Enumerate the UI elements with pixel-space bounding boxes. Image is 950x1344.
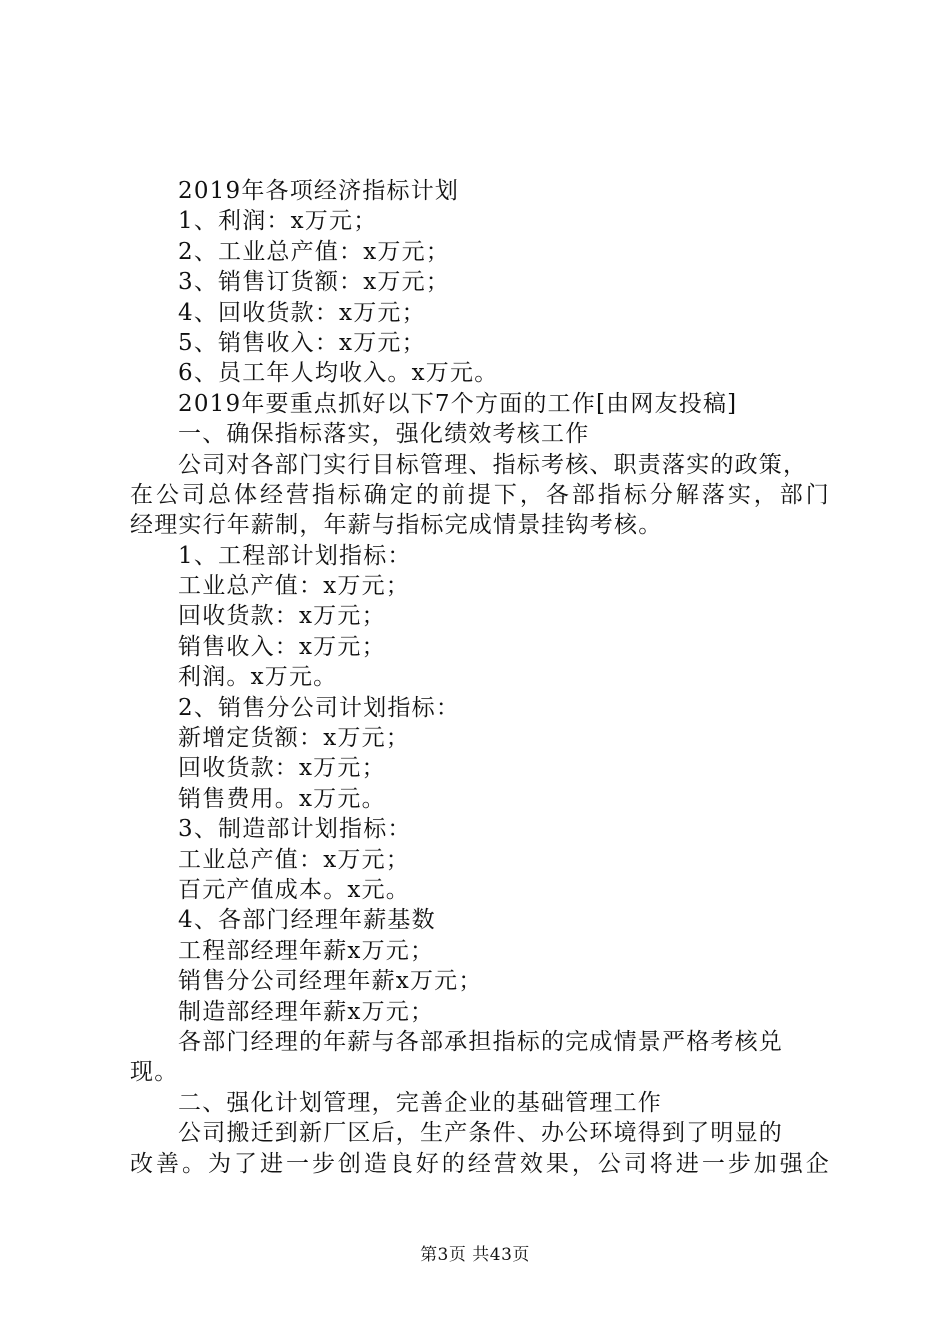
document-body	[130, 176, 830, 1179]
text-line: 各部门经理的年薪与各部承担指标的完成情景严格考核兑	[178, 1028, 783, 1055]
text-line: 工业总产值：x万元；	[178, 573, 410, 600]
text-line: 新增定货额：x万元；	[178, 725, 410, 752]
text-line: 3、销售订货额：x万元；	[178, 269, 451, 296]
text-line: 工程部经理年薪x万元；	[178, 937, 435, 964]
text-line: 在公司总体经营指标确定的前提下，各部指标分解落实，部门	[130, 481, 830, 508]
section-heading: 二、强化计划管理，完善企业的基础管理工作	[178, 1089, 662, 1116]
text-line: 2019年要重点抓好以下7个方面的工作[由网友投稿]	[178, 390, 738, 417]
text-line: 公司搬迁到新厂区后，生产条件、办公环境得到了明显的	[178, 1120, 783, 1147]
text-line: 改善。为了进一步创造良好的经营效果，公司将进一步加强企	[130, 1150, 830, 1177]
text-line: 销售费用。x万元。	[178, 785, 386, 812]
text-line: 2、工业总产值：x万元；	[178, 238, 451, 265]
text-line: 2019年各项经济指标计划	[178, 178, 460, 204]
text-line: 经理实行年薪制，年薪与指标完成情景挂钩考核。	[130, 512, 663, 539]
text-line: 3、制造部计划指标：	[178, 816, 412, 843]
text-line: 2、销售分公司计划指标：	[178, 694, 461, 721]
text-line: 1、利润：x万元；	[178, 208, 378, 235]
text-line: 4、回收货款：x万元；	[178, 299, 426, 326]
text-line: 4、各部门经理年薪基数	[178, 907, 436, 934]
text-line: 利润。x万元。	[178, 664, 338, 691]
text-line: 现。	[130, 1059, 179, 1086]
text-line: 工业总产值：x万元；	[178, 846, 410, 873]
text-line: 6、员工年人均收入。x万元。	[178, 360, 499, 387]
text-line: 制造部经理年薪x万元；	[178, 998, 435, 1025]
text-line: 公司对各部门实行目标管理、指标考核、职责落实的政策，	[178, 451, 808, 478]
text-line: 回收货款：x万元；	[178, 603, 386, 630]
text-line: 1、工程部计划指标：	[178, 542, 412, 569]
section-heading: 一、确保指标落实，强化绩效考核工作	[178, 421, 590, 448]
text-line: 回收货款：x万元；	[178, 755, 386, 782]
text-line: 百元产值成本。x元。	[178, 876, 410, 903]
text-line: 5、销售收入：x万元；	[178, 329, 426, 356]
page-number: 第3页 共43页	[420, 1245, 530, 1265]
page-footer	[0, 1244, 950, 1266]
text-line: 销售分公司经理年薪x万元；	[178, 968, 483, 995]
text-line: 销售收入：x万元；	[178, 633, 386, 660]
